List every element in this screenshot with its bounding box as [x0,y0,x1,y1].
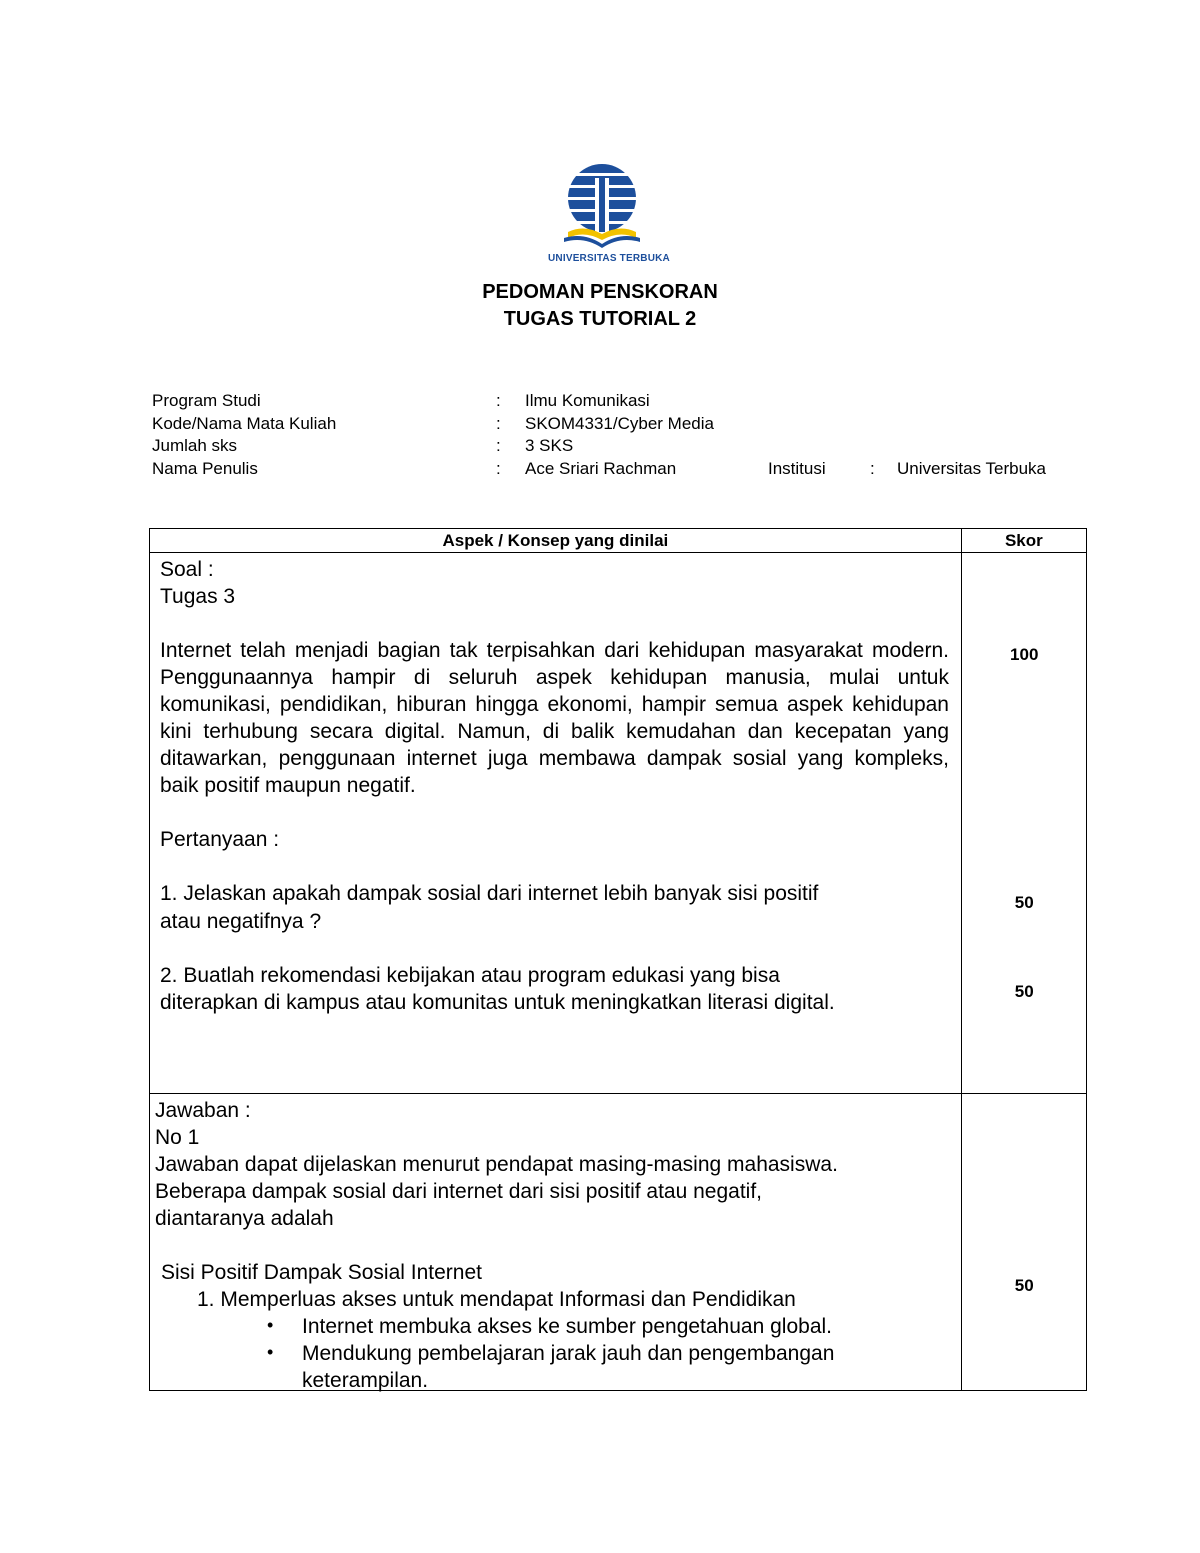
info-row [152,391,1092,414]
answer-item-1: 1. Memperluas akses untuk mendapat Informasi dan Pendidikan [197,1288,796,1311]
course-info [152,391,1092,481]
info-label: Kode/Nama Mata Kuliah [152,413,337,433]
answer-bullet-2-line-2: keterampilan. [302,1369,429,1392]
info-value: Ilmu Komunikasi [525,391,650,410]
info-colon: : [496,436,501,455]
info-value: SKOM4331/Cyber Media [525,413,714,433]
university-logo [562,162,642,250]
question-1-line-1: 1. Jelaskan apakah dampak sosial dari internet lebih banyak sisi positif [160,882,819,905]
info-label: Program Studi [152,391,261,410]
question-row [150,553,1087,1094]
questions-label: Pertanyaan : [160,828,280,851]
info-value-institution: Universitas Terbuka [897,458,1046,478]
answer-bullet-1: Internet membuka akses ke sumber pengetahuan global. [302,1315,832,1338]
table-header-row [150,529,1087,553]
question-score-cell [961,553,1086,1094]
question-1-line-2: atau negatifnya ? [160,910,322,933]
question-label: Soal : [160,558,214,581]
info-colon: : [496,458,501,478]
answer-bullet-2-line-1: Mendukung pembelajaran jarak jauh dan pengembangan [302,1342,835,1365]
answer-label: Jawaban : [155,1099,251,1122]
info-value: Ace Sriari Rachman [525,458,677,478]
task-label: Tugas 3 [160,585,236,608]
question-2-line-1: 2. Buatlah rekomendasi kebijakan atau program edukasi yang bisa [160,964,780,987]
answer-section-title: Sisi Positif Dampak Sosial Internet [161,1261,482,1284]
question-cell [150,553,962,1094]
answer-row [150,1094,1087,1391]
info-row [152,414,1092,437]
info-label: Nama Penulis [152,458,258,478]
info-label-institution: Institusi [768,458,826,478]
info-colon: : [870,458,875,478]
bullet-icon: • [267,1315,274,1335]
scoring-table [149,528,1087,1391]
page-subtitle: TUGAS TUTORIAL 2 [503,308,697,330]
answer-number: No 1 [155,1126,200,1149]
bullet-icon: • [267,1342,274,1362]
page-title: PEDOMAN PENSKORAN [482,281,718,303]
score-question-1: 50 [1014,893,1034,912]
answer-score-cell [961,1094,1086,1391]
answer-line-1: Jawaban dapat dijelaskan menurut pendapat masing-masing mahasiswa. [155,1153,838,1176]
answer-line-2: Beberapa dampak sosial dari internet dari sisi positif atau negatif, [155,1180,763,1203]
header-aspect: Aspek / Konsep yang dinilai [150,529,962,553]
score-answer: 50 [1014,1276,1034,1295]
logo-text: UNIVERSITAS TERBUKA [548,253,670,264]
info-row [152,436,1092,459]
answer-cell [150,1094,962,1391]
question-2-line-2: diterapkan di kampus atau komunitas untuk meningkatkan literasi digital. [160,991,835,1014]
score-question-2: 50 [1014,982,1034,1001]
question-paragraph: Internet telah menjadi bagian tak terpisahkan dari kehidupan masyarakat modern. Penggunaannya hampir di seluruh aspek kehidupan manusia, mulai untuk komunikasi, pendidikan, hiburan hingga ekonomi, hampir semua aspek kehidupan kini terhubung secara digital. Namun, di balik kemudahan dan kecepatan yang ditawarkan, penggunaan internet juga membawa dampak sosial yang kompleks, baik positif maupun negatif. [160,639,949,797]
info-value: 3 SKS [525,436,574,455]
info-colon: : [496,391,501,410]
info-row [152,459,1092,482]
answer-line-3: diantaranya adalah [155,1207,334,1230]
header-score: Skor [961,529,1086,553]
score-total: 100 [1010,645,1039,664]
university-emblem-icon [562,162,642,250]
info-label: Jumlah sks [152,436,238,455]
info-colon: : [496,413,501,433]
